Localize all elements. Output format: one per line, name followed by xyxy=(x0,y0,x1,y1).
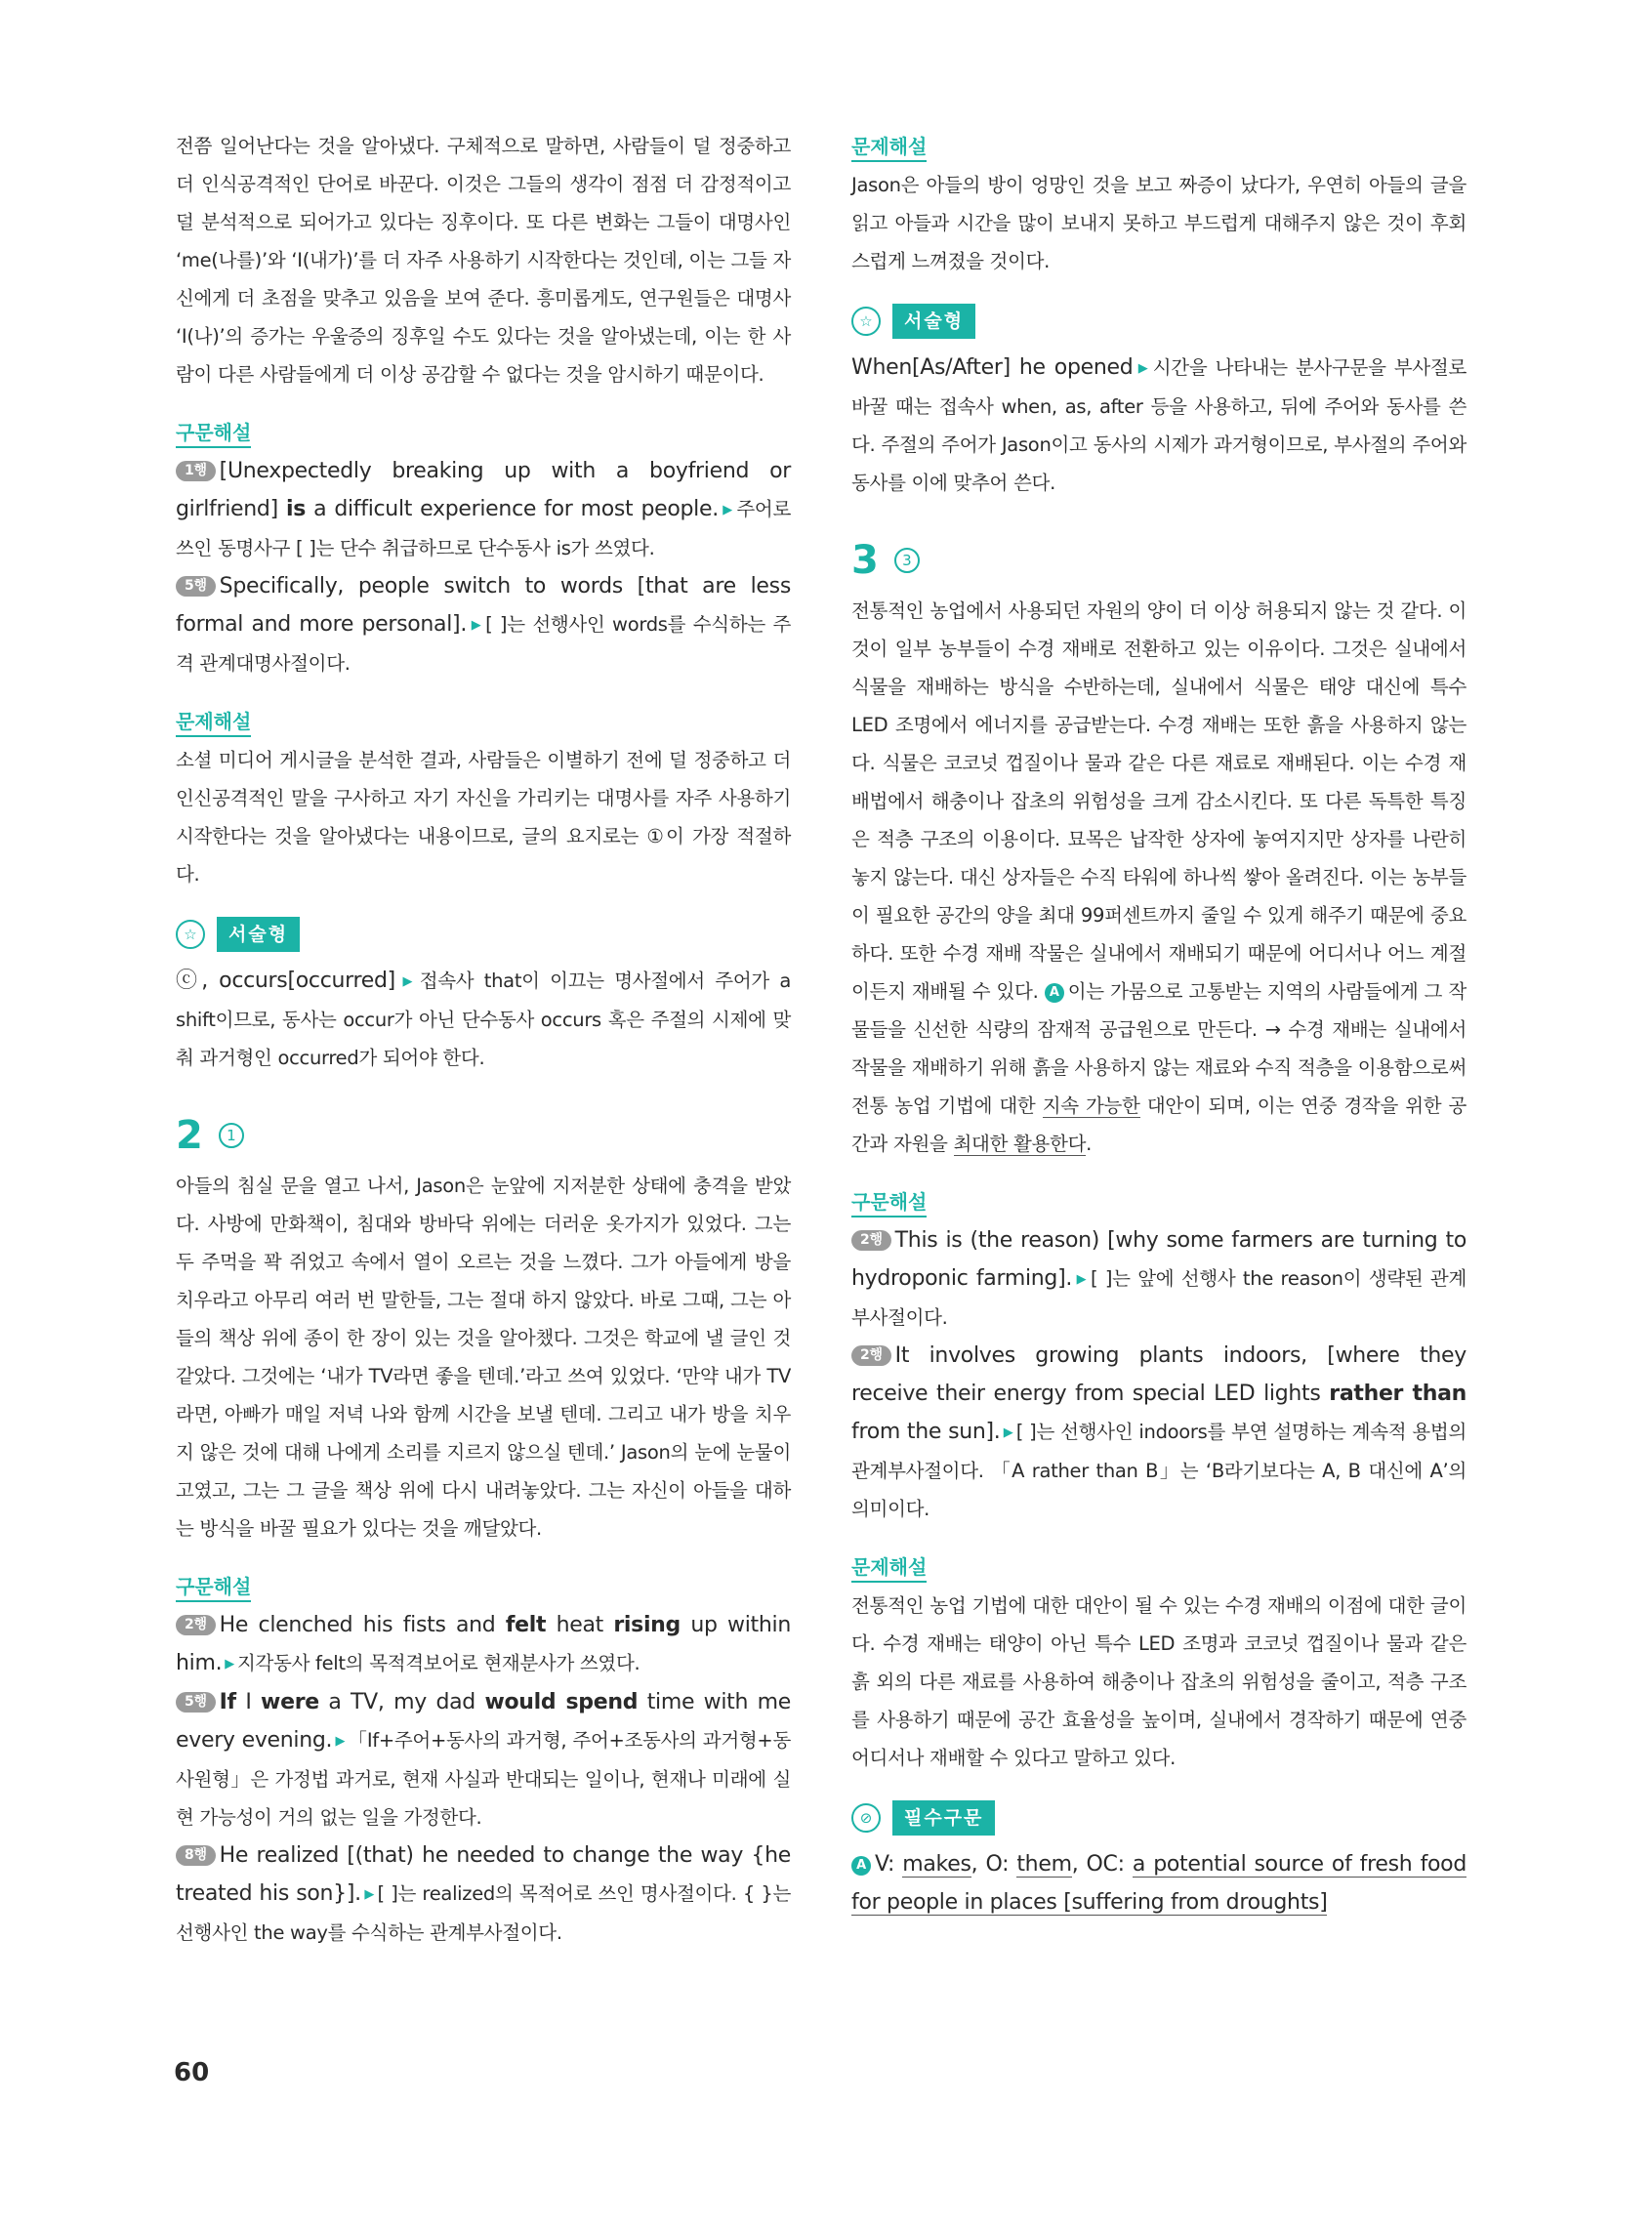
essential-structure: A V: makes, O: them, OC: a potential source of fresh food for people in places [suffering from droughts] xyxy=(851,1852,1466,1915)
play-triangle-icon: ▶ xyxy=(470,618,483,633)
play-triangle-icon: ▶ xyxy=(363,1887,375,1902)
essay-label-row-1 xyxy=(176,917,791,952)
star-icon: ☆ xyxy=(176,920,205,949)
solution-text-2: Jason은 아들의 방이 엉망인 것을 보고 짜증이 났다가, 우연히 아들의 글을 읽고 아들과 시간을 많이 보내지 못하고 부드럽게 대해주지 않은 것이 후회스럽게 느껴졌을 것이다. xyxy=(851,174,1466,272)
compass-icon: ⊘ xyxy=(851,1803,881,1833)
syntax-heading-3: 구문해설 xyxy=(851,1188,927,1218)
line-badge: 5행 xyxy=(176,1692,216,1713)
line-badge: 1행 xyxy=(176,461,216,481)
syntax-item-1: 1행 [Unexpectedly breaking up with a boyfriend or girlfriend] is a difficult experience for most people. ▶ 주어로 쓰인 동명사구 [ ]는 단수 취급하므로 단수동사 is가 쓰였다. xyxy=(176,459,791,559)
question-3-translation: 전통적인 농업에서 사용되던 자원의 양이 더 이상 허용되지 않는 것 같다. 이것이 일부 농부들이 수경 재배로 전환하고 있는 이유이다. 그것은 실내에서 식물을 재배하는 방식을 수반하는데, 실내에서 식물은 태양 대신에 특수 LED 조명에서 에너지를 공급받는다. 수경 재배는 또한 흙을 사용하지 않는다. 식물은 코코넛 껍질이나 물과 같은 다른 재료로 재배된다. 이는 수경 재배법에서 해충이나 잡초의 위험성을 크게 감소시킨다. 또 다른 독특한 특징은 적층 구조의 이용이다. 묘목은 납작한 상자에 놓여지지만 상자를 나란히 놓지 않는다. 대신 상자들은 수직 타워에 하나씩 쌓아 올려진다. 이는 농부들이 필요한 공간의 양을 최대 99퍼센트까지 줄일 수 있게 해주기 때문에 중요하다. 또한 수경 재배 작물은 실내에서 재배되기 때문에 어디서나 어느 계절이든지 재배될 수 있다. A 이는 가뭄으로 고통받는 지역의 사람들에게 그 작물들을 신선한 식량의 잠재적 공급원으로 만든다. → 수경 재배는 실내에서 작물을 재배하기 위해 흙을 사용하지 않는 재료와 수직 적층을 이용함으로써 전통 농업 기법에 대한 지속 가능한 대안이 되며, 이는 연중 경작을 위한 공간과 자원을 최대한 활용한다. xyxy=(851,599,1467,1155)
star-icon: ☆ xyxy=(851,307,881,336)
play-triangle-icon: ▶ xyxy=(1003,1425,1013,1440)
solution-heading-2: 문제해설 xyxy=(851,133,927,162)
syntax-item-2: 5행 Specifically, people switch to words [that are less formal and more personal]. ▶ [ ]는 선행사인 words를 수식하는 주격 관계대명사절이다. xyxy=(176,574,791,675)
marker-a-icon: A xyxy=(1045,983,1064,1003)
left-column xyxy=(176,127,791,1952)
syntax-item-7: 2행 It involves growing plants indoors, [where they receive their energy from special LED lights rather than from the sun]. ▶ [ ]는 선행사인 indoors를 부연 설명하는 계속적 용법의 관계부사절이다. 「A rather than B」는 ‘B라기보다는 A, B 대신에 A’의 의미이다. xyxy=(851,1343,1467,1520)
essay-label: 서술형 xyxy=(217,917,300,952)
play-triangle-icon: ▶ xyxy=(721,503,734,517)
essay-text-1: ⓒ, occurs[occurred] ▶ 접속사 that이 이끄는 명사절에서 주어가 a shift이므로, 동사는 occur가 아닌 단수동사 occurs 혹은 주절의 시제에 맞춰 과거형인 occurred가 되어야 한다. xyxy=(176,969,792,1069)
essay-text-2: When[As/After] he opened ▶ 시간을 나타내는 분사구문을 부사절로 바꿀 때는 접속사 when, as, after 등을 사용하고, 뒤에 주어와 동사를 쓴다. 주절의 주어가 Jason이고 동사의 시제가 과거형이므로, 부사절의 주어와 동사를 이에 맞추어 쓴다. xyxy=(851,355,1466,494)
page-number: 60 xyxy=(174,2058,210,2087)
question-number: 3 xyxy=(851,538,879,583)
right-column xyxy=(851,127,1466,1921)
solution-heading-3: 문제해설 xyxy=(851,1553,927,1583)
essential-label: 필수구문 xyxy=(892,1800,995,1836)
syntax-item-4: 5행 If I were a TV, my dad would spend time with me every evening. ▶ 「If+주어+동사의 과거형, 주어+조동사의 과거형+동사원형」은 가정법 과거로, 현재 사실과 반대되는 일이나, 현재나 미래에 실현 가능성이 거의 없는 일을 가정한다. xyxy=(176,1690,792,1829)
marker-a-icon: A xyxy=(851,1856,871,1876)
line-badge: 2행 xyxy=(176,1615,216,1635)
question-number: 2 xyxy=(176,1113,203,1158)
solution-heading-1: 문제해설 xyxy=(176,708,251,737)
solution-text-1: 소셜 미디어 게시글을 분석한 결과, 사람들은 이별하기 전에 덜 정중하고 더 인신공격적인 말을 구사하고 자기 자신을 가리키는 대명사를 자주 사용하기 시작한다는 것을 알아냈다는 내용이므로, 글의 요지로는 ①이 가장 적절하다. xyxy=(176,749,791,886)
line-badge: 2행 xyxy=(851,1230,891,1251)
line-badge: 5행 xyxy=(176,576,216,597)
play-triangle-icon: ▶ xyxy=(225,1657,234,1672)
answer-circle: 3 xyxy=(894,548,920,573)
syntax-item-5: 8행 He realized [(that) he needed to change the way {he treated his son}]. ▶ [ ]는 realized의 목적어로 쓰인 명사절이다. { }는 선행사인 the way를 수식하는 관계부사절이다. xyxy=(176,1843,792,1944)
essential-label-row xyxy=(851,1800,1466,1836)
question-2-header xyxy=(176,1114,791,1157)
essay-label-row-2 xyxy=(851,304,1466,339)
syntax-item-6: 2행 This is (the reason) [why some farmers are turning to hydroponic farming]. ▶ [ ]는 앞에 선행사 the reason이 생략된 관계부사절이다. xyxy=(851,1228,1467,1329)
play-triangle-icon: ▶ xyxy=(335,1734,346,1749)
underlined-answer: 최대한 활용한다 xyxy=(953,1133,1087,1155)
play-triangle-icon: ▶ xyxy=(1075,1272,1089,1287)
answer-circle: 1 xyxy=(219,1123,244,1148)
line-badge: 8행 xyxy=(176,1845,216,1866)
play-triangle-icon: ▶ xyxy=(397,974,417,989)
question-2-translation: 아들의 침실 문을 열고 나서, Jason은 눈앞에 지저분한 상태에 충격을 받았다. 사방에 만화책이, 침대와 방바닥 위에는 더러운 옷가지가 있었다. 그는 두 주먹을 꽉 쥐었고 속에서 열이 오르는 것을 느꼈다. 그가 아들에게 방을 치우라고 아무리 여러 번 말한들, 그는 절대 하지 않았다. 바로 그때, 그는 아들의 책상 위에 종이 한 장이 있는 것을 알아챘다. 그것은 학교에 낼 글인 것 같았다. 그것에는 ‘내가 TV라면 좋을 텐데.’라고 쓰여 있었다. ‘만약 내가 TV라면, 아빠가 매일 저녁 나와 함께 시간을 보낼 텐데. 그리고 내가 방을 치우지 않은 것에 대해 나에게 소리를 지르지 않으실 텐데.’ Jason의 눈에 눈물이 고였고, 그는 그 글을 책상 위에 다시 내려놓았다. 그는 자신이 아들을 대하는 방식을 바꿀 필요가 있다는 것을 깨달았다. xyxy=(176,1175,791,1540)
solution-text-3: 전통적인 농업 기법에 대한 대안이 될 수 있는 수경 재배의 이점에 대한 글이다. 수경 재배는 태양이 아닌 특수 LED 조명과 코코넛 껍질이나 물과 같은 흙 외의 다른 재료를 사용하여 해충이나 잡초의 위험성을 줄이고, 적층 구조를 사용하기 때문에 공간 효율성을 높이며, 실내에서 경작하기 때문에 연중 어디서나 재배할 수 있다고 말하고 있다. xyxy=(851,1594,1466,1769)
play-triangle-icon: ▶ xyxy=(1136,361,1150,376)
question-3-header xyxy=(851,539,1466,582)
underlined-answer: 지속 가능한 xyxy=(1042,1094,1140,1117)
line-badge: 2행 xyxy=(851,1345,891,1366)
syntax-item-3: 2행 He clenched his fists and felt heat rising up within him. ▶ 지각동사 felt의 목적격보어로 현재분사가 쓰였다. xyxy=(176,1613,791,1675)
syntax-heading-1: 구문해설 xyxy=(176,419,251,448)
intro-paragraph: 전쯤 일어난다는 것을 알아냈다. 구체적으로 말하면, 사람들이 덜 정중하고 더 인식공격적인 단어로 바꾼다. 이것은 그들의 생각이 점점 더 감정적이고 덜 분석적으로 되어가고 있다는 징후이다. 또 다른 변화는 그들이 대명사인 ‘me(나를)’와 ‘I(내가)’를 더 자주 사용하기 시작한다는 것인데, 이는 그들 자신에게 더 초점을 맞추고 있음을 보여 준다. 흥미롭게도, 연구원들은 대명사 ‘I(나)’의 증가는 우울증의 징후일 수도 있다는 것을 알아냈는데, 이는 한 사람이 다른 사람들에게 더 이상 공감할 수 없다는 것을 암시하기 때문이다. xyxy=(176,135,791,386)
syntax-heading-2: 구문해설 xyxy=(176,1573,251,1602)
essay-label: 서술형 xyxy=(892,304,975,339)
